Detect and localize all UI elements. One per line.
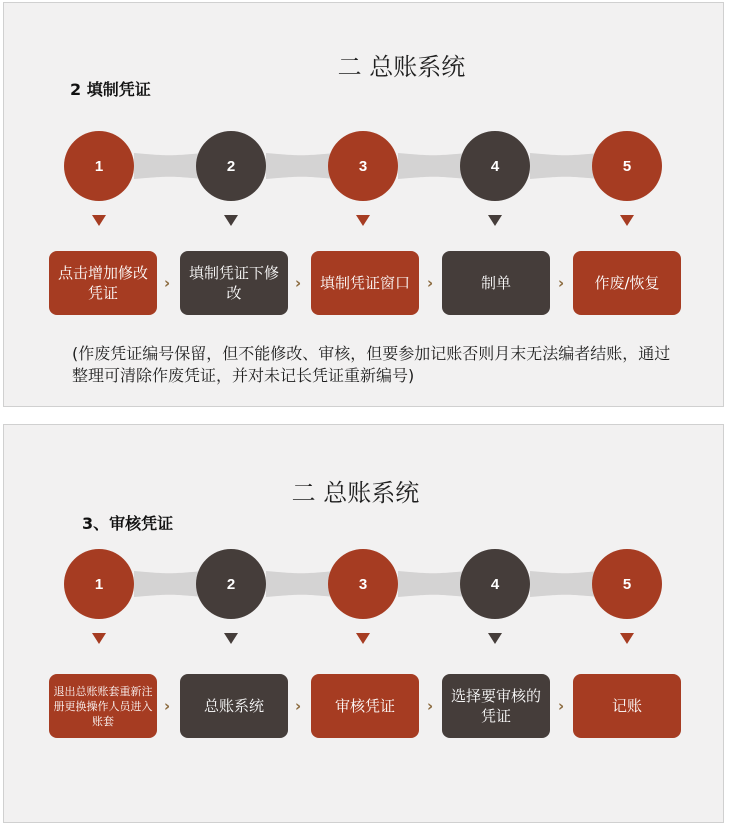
step-5-box: 记账: [573, 674, 681, 738]
slide-title: 二 总账系统: [291, 479, 420, 507]
step-1-circle: 1: [64, 131, 134, 201]
slide-fill-voucher: [3, 2, 724, 407]
step-1-box: 退出总账账套重新注册更换操作人员进入账套: [49, 674, 157, 738]
step-track: [4, 125, 724, 215]
step-4-circle: 4: [460, 131, 530, 201]
note-text: (作废凭证编号保留，但不能修改、审核，但要参加记账否则月末无法编者结账，通过整理可清除作废凭证，并对未记长凭证重新编号): [72, 344, 671, 385]
slide-title: 二 总账系统: [337, 53, 466, 81]
chevron-right-icon: ›: [427, 697, 434, 715]
step-2-circle: 2: [196, 131, 266, 201]
step-5-circle: 5: [592, 131, 662, 201]
chevron-right-icon: ›: [164, 697, 171, 715]
step-2-circle: 2: [196, 549, 266, 619]
triangle-down-icon: [620, 633, 634, 644]
chevron-right-icon: ›: [427, 274, 434, 292]
triangle-down-icon: [92, 633, 106, 644]
triangle-down-icon: [356, 215, 370, 226]
step-track: [4, 543, 724, 633]
step-3-box: 填制凭证窗口: [311, 251, 419, 315]
step-4-circle: 4: [460, 549, 530, 619]
chevron-right-icon: ›: [295, 274, 302, 292]
step-5-box: 作废/恢复: [573, 251, 681, 315]
section-title: 3、审核凭证: [82, 514, 174, 533]
triangle-down-icon: [92, 215, 106, 226]
triangle-down-icon: [620, 215, 634, 226]
chevron-right-icon: ›: [164, 274, 171, 292]
step-4-box: 制单: [442, 251, 550, 315]
step-2-box: 填制凭证下修改: [180, 251, 288, 315]
triangle-down-icon: [224, 633, 238, 644]
step-1-circle: 1: [64, 549, 134, 619]
step-3-box: 审核凭证: [311, 674, 419, 738]
step-3-circle: 3: [328, 131, 398, 201]
chevron-right-icon: ›: [558, 274, 565, 292]
triangle-down-icon: [356, 633, 370, 644]
triangle-down-icon: [224, 215, 238, 226]
step-4-box: 选择要审核的凭证: [442, 674, 550, 738]
section-title: 2 填制凭证: [70, 80, 151, 99]
step-1-box: 点击增加修改凭证: [49, 251, 157, 315]
triangle-down-icon: [488, 633, 502, 644]
triangle-down-icon: [488, 215, 502, 226]
step-2-box: 总账系统: [180, 674, 288, 738]
slide-review-voucher: [3, 424, 724, 823]
chevron-right-icon: ›: [295, 697, 302, 715]
chevron-right-icon: ›: [558, 697, 565, 715]
step-3-circle: 3: [328, 549, 398, 619]
step-5-circle: 5: [592, 549, 662, 619]
